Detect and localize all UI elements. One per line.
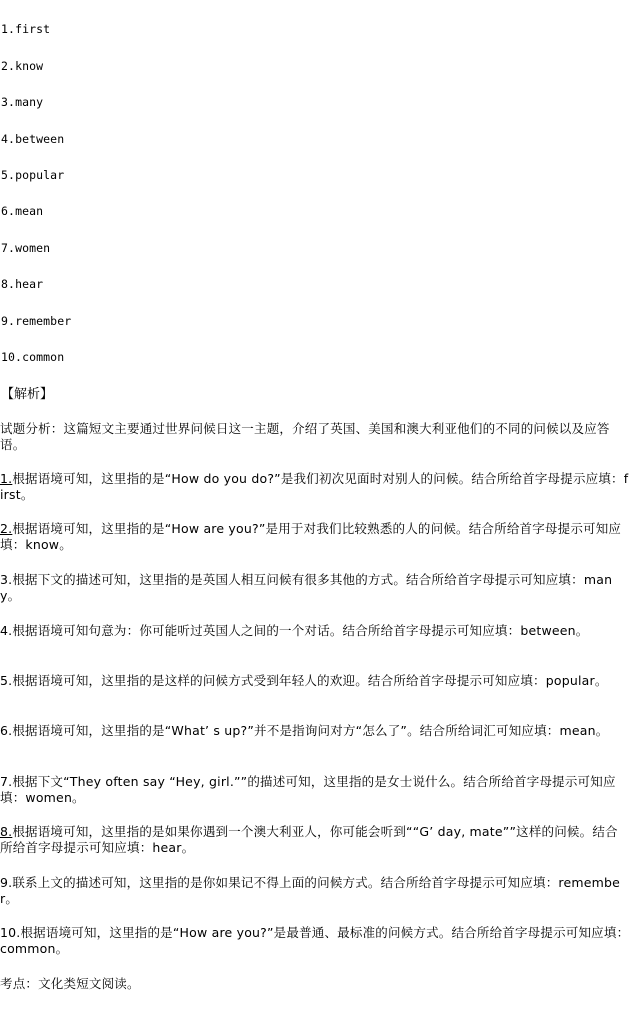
explanation-text: 根据语境可知，这里指的是“How are you?”是最普通、最标准的问候方式。结合所给首字母提示可知应填：common。 xyxy=(0,925,630,956)
answer-word: know xyxy=(15,59,44,73)
answer-number: 7. xyxy=(1,241,16,255)
answer-number: 2. xyxy=(1,59,16,73)
explanation-number: 3. xyxy=(0,572,13,587)
answer-word: mean xyxy=(15,204,44,218)
answer-number: 9. xyxy=(1,314,16,328)
explanation-number: 2. xyxy=(0,521,13,536)
answer-word: hear xyxy=(15,277,44,291)
answer-item-6 xyxy=(1,204,43,218)
explanation-item-5 xyxy=(0,673,630,689)
explanation-text: 根据语境可知，这里指的是“How are you?”是用于对我们比较熟悉的人的问候。结合所给首字母提示可知应填：know。 xyxy=(0,521,622,552)
answer-number: 8. xyxy=(1,277,16,291)
answer-word: between xyxy=(15,132,65,146)
answer-item-1 xyxy=(1,22,50,36)
answer-item-9 xyxy=(1,314,71,328)
answer-item-7 xyxy=(1,241,50,255)
explanation-item-10 xyxy=(0,925,630,957)
explanation-number: 1. xyxy=(0,471,13,486)
answer-number: 10. xyxy=(1,350,23,364)
explanation-item-6 xyxy=(0,723,630,739)
analysis-summary: 试题分析：这篇短文主要通过世界问候日这一主题，介绍了英国、美国和澳大利亚他们的不同的问候以及应答语。 xyxy=(0,421,610,452)
answer-number: 1. xyxy=(1,22,16,36)
answer-word: remember xyxy=(15,314,72,328)
explanation-text: 联系上文的描述可知，这里指的是你如果记不得上面的问候方式。结合所给首字母提示可知应填：remember。 xyxy=(0,875,621,906)
explanation-text: 根据语境可知句意为：你可能听过英国人之间的一个对话。结合所给首字母提示可知应填：between。 xyxy=(12,623,589,638)
answer-item-2 xyxy=(1,59,43,73)
answer-word: women xyxy=(15,241,51,255)
explanation-number: 8. xyxy=(0,824,13,839)
explanation-item-7 xyxy=(0,774,630,806)
explanation-text: 根据语境可知，这里指的是这样的问候方式受到年轻人的欢迎。结合所给首字母提示可知应填：popular。 xyxy=(12,673,608,688)
answer-word: common xyxy=(22,350,65,364)
explanation-item-4 xyxy=(0,623,630,639)
explanation-item-1 xyxy=(0,471,630,503)
answer-item-10 xyxy=(1,350,64,364)
answer-word: many xyxy=(15,95,44,109)
answer-item-5 xyxy=(1,168,64,182)
explanation-item-3 xyxy=(0,572,630,604)
explanation-number: 5. xyxy=(0,673,13,688)
explanation-item-9 xyxy=(0,875,630,907)
answer-number: 6. xyxy=(1,204,16,218)
answer-word: popular xyxy=(15,168,65,182)
explanation-item-8 xyxy=(0,824,630,856)
explanation-number: 7. xyxy=(0,774,13,789)
answer-word: first xyxy=(15,22,51,36)
explanation-text: 根据下文“They often say “Hey, girl.””的描述可知，这里指的是女士说什么。结合所给首字母提示可知应填：women。 xyxy=(0,774,616,805)
explanation-text: 根据语境可知，这里指的是如果你遇到一个澳大利亚人，你可能会听到““G’ day, mate””这样的问候。结合所给首字母提示可知应填：hear。 xyxy=(0,824,618,855)
analysis-heading: 【解析】 xyxy=(1,387,54,402)
explanation-number: 6. xyxy=(0,723,13,738)
answer-number: 4. xyxy=(1,132,16,146)
answer-item-8 xyxy=(1,277,43,291)
explanation-number: 10. xyxy=(0,925,21,940)
explanation-number: 4. xyxy=(0,623,13,638)
explanation-item-2 xyxy=(0,521,630,553)
answer-item-4 xyxy=(1,132,64,146)
explanation-text: 根据语境可知，这里指的是“How do you do?”是我们初次见面时对别人的问候。结合所给首字母提示应填：first。 xyxy=(0,471,629,502)
answer-number: 3. xyxy=(1,95,16,109)
explanation-number: 9. xyxy=(0,875,13,890)
answer-number: 5. xyxy=(1,168,16,182)
key-point: 考点：文化类短文阅读。 xyxy=(0,976,140,991)
explanation-text: 根据语境可知，这里指的是“What’ s up?”并不是指询问对方“怎么了”。结合所给词汇可知应填：mean。 xyxy=(12,723,609,738)
answer-item-3 xyxy=(1,95,43,109)
explanation-text: 根据下文的描述可知，这里指的是英国人相互问候有很多其他的方式。结合所给首字母提示可知应填：many。 xyxy=(0,572,613,603)
